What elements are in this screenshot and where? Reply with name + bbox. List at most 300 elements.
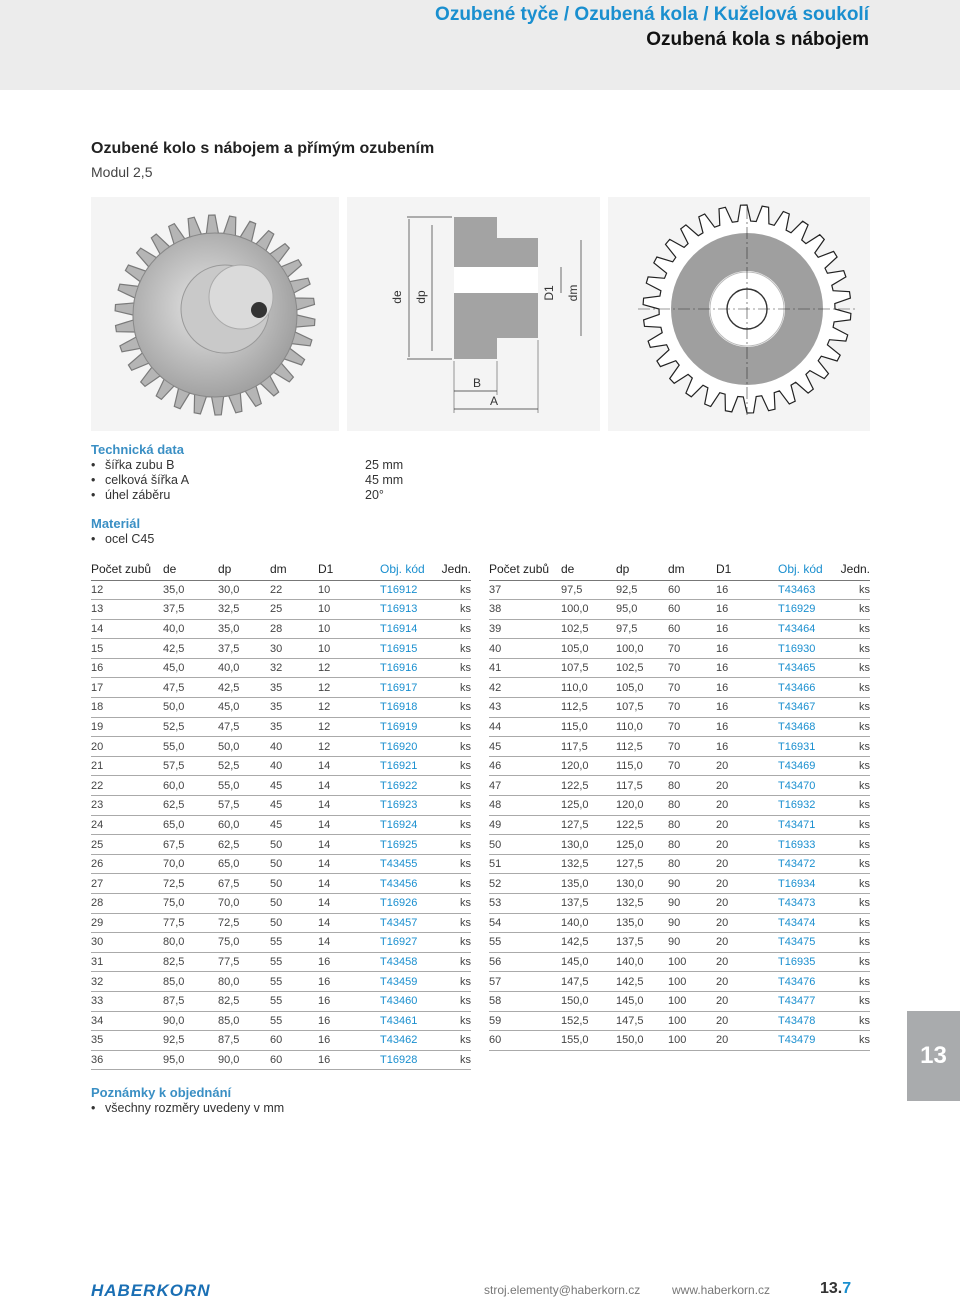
cell-unit: ks [436,698,471,718]
cell-de: 80,0 [163,933,218,953]
cell-dp: 122,5 [616,815,668,835]
cell-code: T16917 [380,678,436,698]
page-number [820,1280,851,1298]
cell-dm: 100 [668,991,716,1011]
cell-unit: ks [436,972,471,992]
cell-de: 135,0 [561,874,616,894]
material-item: • ocel C45 [91,532,154,546]
cell-unit: ks [834,796,870,816]
cell-unit: ks [834,698,870,718]
table-row [91,776,471,796]
cell-d1: 10 [318,619,380,639]
cell-code: T43479 [778,1031,834,1051]
cell-teeth: 41 [489,658,561,678]
cell-teeth: 20 [91,737,163,757]
cell-unit: ks [436,776,471,796]
table-row [91,580,471,600]
cell-code: T43455 [380,854,436,874]
cell-dm: 45 [270,796,318,816]
cell-unit: ks [436,874,471,894]
table-row [91,639,471,659]
cell-dp: 52,5 [218,756,270,776]
table-row [91,678,471,698]
chapter-tab: 13 [907,1011,960,1101]
table-row [91,1031,471,1051]
cell-dp: 32,5 [218,600,270,620]
table-row [91,796,471,816]
col-d1: D1 [318,559,380,580]
cell-d1: 14 [318,854,380,874]
cell-dp: 75,0 [218,933,270,953]
cell-de: 70,0 [163,854,218,874]
table-row [91,933,471,953]
table-row [489,1011,870,1031]
cell-code: T43467 [778,698,834,718]
cell-dm: 55 [270,991,318,1011]
cell-de: 100,0 [561,600,616,620]
col-unit: Jedn. [436,559,471,580]
cell-dm: 90 [668,913,716,933]
cell-teeth: 26 [91,854,163,874]
cell-dm: 70 [668,698,716,718]
cell-de: 45,0 [163,658,218,678]
table-row [489,815,870,835]
col-dp: dp [616,559,668,580]
cell-dm: 70 [668,639,716,659]
cell-dp: 115,0 [616,756,668,776]
cell-d1: 20 [716,991,778,1011]
cell-de: 85,0 [163,972,218,992]
table-row [91,815,471,835]
page-number-sub: 7 [842,1280,852,1297]
cell-unit: ks [436,835,471,855]
cell-de: 60,0 [163,776,218,796]
cell-dp: 55,0 [218,776,270,796]
cell-d1: 14 [318,835,380,855]
tech-item-total-width: • celková šířka A [91,473,189,487]
cell-d1: 16 [716,600,778,620]
cell-code: T43463 [778,580,834,600]
cell-unit: ks [436,639,471,659]
tech-item-width: • šířka zubu B [91,458,174,472]
cell-dm: 100 [668,1011,716,1031]
cell-unit: ks [436,737,471,757]
cell-dp: 130,0 [616,874,668,894]
cell-code: T43460 [380,991,436,1011]
cell-unit: ks [436,658,471,678]
cell-teeth: 19 [91,717,163,737]
table-row [489,776,870,796]
cell-d1: 20 [716,1011,778,1031]
cell-de: 142,5 [561,933,616,953]
cell-dp: 77,5 [218,952,270,972]
cell-unit: ks [436,1050,471,1070]
cell-dp: 60,0 [218,815,270,835]
cell-dp: 30,0 [218,580,270,600]
cell-code: T43469 [778,756,834,776]
cell-dm: 100 [668,952,716,972]
cell-de: 102,5 [561,619,616,639]
table-row [489,698,870,718]
cell-teeth: 54 [489,913,561,933]
cell-d1: 16 [716,678,778,698]
table-row [91,756,471,776]
table-row [91,1011,471,1031]
cell-unit: ks [436,1011,471,1031]
table-row [489,678,870,698]
cell-d1: 16 [318,972,380,992]
gear-front-drawing [608,197,870,431]
cell-d1: 14 [318,815,380,835]
cell-d1: 12 [318,737,380,757]
cell-de: 140,0 [561,913,616,933]
cell-teeth: 50 [489,835,561,855]
cell-code: T16925 [380,835,436,855]
table-row [91,854,471,874]
cell-de: 42,5 [163,639,218,659]
cell-unit: ks [834,815,870,835]
cell-d1: 20 [716,796,778,816]
cell-d1: 20 [716,756,778,776]
tech-value-angle: 20° [365,488,384,502]
cell-de: 115,0 [561,717,616,737]
cell-de: 55,0 [163,737,218,757]
tech-value-width: 25 mm [365,458,404,472]
cell-unit: ks [834,639,870,659]
col-teeth: Počet zubů [91,559,163,580]
cell-unit: ks [436,815,471,835]
cell-teeth: 44 [489,717,561,737]
product-title: Ozubené kolo s nábojem a přímým ozubením [91,140,435,157]
cell-dp: 140,0 [616,952,668,972]
cell-de: 50,0 [163,698,218,718]
cell-code: T43456 [380,874,436,894]
cell-unit: ks [834,972,870,992]
cell-teeth: 16 [91,658,163,678]
cell-de: 145,0 [561,952,616,972]
cell-d1: 10 [318,580,380,600]
cell-d1: 16 [318,1031,380,1051]
cell-unit: ks [834,952,870,972]
cell-unit: ks [834,776,870,796]
cell-dp: 35,0 [218,619,270,639]
label-dp: dp [414,290,428,304]
cell-d1: 14 [318,874,380,894]
cell-teeth: 60 [489,1031,561,1051]
cell-d1: 14 [318,776,380,796]
cell-teeth: 23 [91,796,163,816]
cell-de: 112,5 [561,698,616,718]
cell-dm: 50 [270,874,318,894]
cell-d1: 20 [716,933,778,953]
table-row [91,1050,471,1070]
footer-email-link[interactable]: stroj.elementy@haberkorn.cz [484,1283,641,1297]
cell-dm: 35 [270,678,318,698]
table-row [489,952,870,972]
cell-teeth: 49 [489,815,561,835]
table-row [91,835,471,855]
cell-dm: 40 [270,756,318,776]
table-row [91,698,471,718]
cell-dm: 55 [270,1011,318,1031]
cell-de: 117,5 [561,737,616,757]
cell-unit: ks [436,933,471,953]
cell-code: T43468 [778,717,834,737]
cell-code: T16933 [778,835,834,855]
cell-d1: 16 [716,658,778,678]
cell-de: 132,5 [561,854,616,874]
cell-code: T43471 [778,815,834,835]
cell-teeth: 40 [489,639,561,659]
cell-d1: 20 [716,835,778,855]
cell-teeth: 56 [489,952,561,972]
table-row [489,658,870,678]
cell-d1: 16 [716,639,778,659]
cell-unit: ks [436,580,471,600]
table-row [91,952,471,972]
cell-dm: 50 [270,894,318,914]
table-header-row [489,559,870,580]
cell-dp: 42,5 [218,678,270,698]
cell-unit: ks [834,678,870,698]
table-row [489,835,870,855]
cell-code: T43477 [778,991,834,1011]
cell-code: T16919 [380,717,436,737]
cell-dm: 45 [270,776,318,796]
cell-code: T16929 [778,600,834,620]
cell-teeth: 53 [489,894,561,914]
cell-d1: 14 [318,913,380,933]
table-row [91,913,471,933]
cell-code: T16927 [380,933,436,953]
notes-item: • všechny rozměry uvedeny v mm [91,1101,284,1115]
cell-de: 130,0 [561,835,616,855]
size-table-right [489,559,870,1051]
cell-d1: 20 [716,776,778,796]
cell-dp: 67,5 [218,874,270,894]
cell-code: T16928 [380,1050,436,1070]
cell-unit: ks [834,580,870,600]
table-row [91,972,471,992]
cell-d1: 16 [716,580,778,600]
cell-code: T43472 [778,854,834,874]
cell-dm: 80 [668,854,716,874]
cell-dm: 50 [270,835,318,855]
cell-teeth: 58 [489,991,561,1011]
table-row [489,717,870,737]
cell-dm: 80 [668,776,716,796]
cell-dm: 25 [270,600,318,620]
cell-dm: 80 [668,796,716,816]
cell-unit: ks [834,933,870,953]
cell-teeth: 14 [91,619,163,639]
category-title: Ozubené tyče / Ozubená kola / Kuželová soukolí [435,4,869,25]
cell-d1: 14 [318,756,380,776]
cell-dm: 70 [668,658,716,678]
cell-d1: 10 [318,600,380,620]
cell-teeth: 55 [489,933,561,953]
cell-dp: 97,5 [616,619,668,639]
col-de: de [561,559,616,580]
cell-teeth: 15 [91,639,163,659]
table-row [489,639,870,659]
tech-item-angle: • úhel záběru [91,488,170,502]
cell-dm: 50 [270,913,318,933]
label-de: de [390,290,404,304]
cell-teeth: 30 [91,933,163,953]
cell-d1: 16 [716,717,778,737]
col-dm: dm [270,559,318,580]
cell-code: T16935 [778,952,834,972]
label-a: A [489,394,499,408]
cell-de: 87,5 [163,991,218,1011]
cell-teeth: 13 [91,600,163,620]
cell-d1: 12 [318,658,380,678]
cell-de: 67,5 [163,835,218,855]
label-b: B [472,376,482,390]
cell-dp: 65,0 [218,854,270,874]
table-row [91,619,471,639]
cell-dp: 47,5 [218,717,270,737]
col-d1: D1 [716,559,778,580]
cell-de: 150,0 [561,991,616,1011]
cell-d1: 16 [716,737,778,757]
cell-de: 155,0 [561,1031,616,1051]
cell-dm: 40 [270,737,318,757]
cell-dp: 87,5 [218,1031,270,1051]
cell-dp: 110,0 [616,717,668,737]
cell-unit: ks [436,913,471,933]
cell-dp: 85,0 [218,1011,270,1031]
cell-code: T16931 [778,737,834,757]
cell-dp: 127,5 [616,854,668,874]
cell-teeth: 31 [91,952,163,972]
table-row [489,972,870,992]
cell-unit: ks [436,678,471,698]
cell-dm: 50 [270,854,318,874]
cell-unit: ks [834,1011,870,1031]
cell-unit: ks [834,874,870,894]
cell-d1: 12 [318,698,380,718]
cell-dm: 70 [668,678,716,698]
table-row [489,1031,870,1051]
cell-dp: 50,0 [218,737,270,757]
cell-de: 65,0 [163,815,218,835]
cell-dp: 150,0 [616,1031,668,1051]
cell-de: 47,5 [163,678,218,698]
cell-teeth: 59 [489,1011,561,1031]
cell-de: 137,5 [561,894,616,914]
cell-d1: 20 [716,854,778,874]
cell-d1: 20 [716,815,778,835]
gear-photo [91,197,339,431]
cell-code: T16932 [778,796,834,816]
cell-code: T16926 [380,894,436,914]
cell-code: T43475 [778,933,834,953]
cell-teeth: 34 [91,1011,163,1031]
cell-d1: 16 [318,991,380,1011]
cell-unit: ks [834,658,870,678]
cell-dp: 82,5 [218,991,270,1011]
cell-de: 37,5 [163,600,218,620]
cell-teeth: 43 [489,698,561,718]
cell-dm: 90 [668,933,716,953]
cell-d1: 14 [318,933,380,953]
cell-code: T16922 [380,776,436,796]
cell-teeth: 29 [91,913,163,933]
cell-dm: 35 [270,698,318,718]
cell-code: T43462 [380,1031,436,1051]
cell-de: 57,5 [163,756,218,776]
cell-dm: 60 [668,600,716,620]
cell-dp: 92,5 [616,580,668,600]
cell-dm: 100 [668,972,716,992]
cell-teeth: 32 [91,972,163,992]
cell-unit: ks [436,796,471,816]
cell-de: 107,5 [561,658,616,678]
cell-dp: 117,5 [616,776,668,796]
col-code: Obj. kód [778,559,834,580]
col-dp: dp [218,559,270,580]
cell-dp: 107,5 [616,698,668,718]
cell-de: 95,0 [163,1050,218,1070]
cell-teeth: 48 [489,796,561,816]
cell-code: T43473 [778,894,834,914]
cell-de: 90,0 [163,1011,218,1031]
cell-de: 127,5 [561,815,616,835]
cell-dp: 45,0 [218,698,270,718]
cell-unit: ks [436,952,471,972]
module-label: Modul 2,5 [91,164,153,180]
cell-dp: 145,0 [616,991,668,1011]
cell-dp: 105,0 [616,678,668,698]
size-table-left [91,559,471,1070]
footer-web-link[interactable]: www.haberkorn.cz [672,1283,771,1297]
cell-de: 75,0 [163,894,218,914]
cell-unit: ks [436,619,471,639]
cell-code: T43474 [778,913,834,933]
cell-d1: 20 [716,874,778,894]
cell-de: 125,0 [561,796,616,816]
cell-dm: 80 [668,835,716,855]
material-heading: Materiál [91,516,141,531]
cell-teeth: 27 [91,874,163,894]
cell-teeth: 12 [91,580,163,600]
cell-d1: 14 [318,894,380,914]
cell-unit: ks [834,1031,870,1051]
cell-d1: 16 [318,1011,380,1031]
cell-teeth: 37 [489,580,561,600]
cell-code: T16930 [778,639,834,659]
cell-code: T16923 [380,796,436,816]
cell-dm: 35 [270,717,318,737]
tech-heading: Technická data [91,442,184,457]
cell-dp: 132,5 [616,894,668,914]
cell-unit: ks [436,717,471,737]
col-dm: dm [668,559,716,580]
page-number-main: 13. [820,1280,843,1297]
notes-heading: Poznámky k objednání [91,1085,232,1100]
cell-code: T16934 [778,874,834,894]
cell-dm: 70 [668,756,716,776]
cell-de: 92,5 [163,1031,218,1051]
cell-teeth: 33 [91,991,163,1011]
cell-unit: ks [834,619,870,639]
cell-d1: 10 [318,639,380,659]
cell-code: T16920 [380,737,436,757]
cell-d1: 12 [318,678,380,698]
cell-de: 110,0 [561,678,616,698]
